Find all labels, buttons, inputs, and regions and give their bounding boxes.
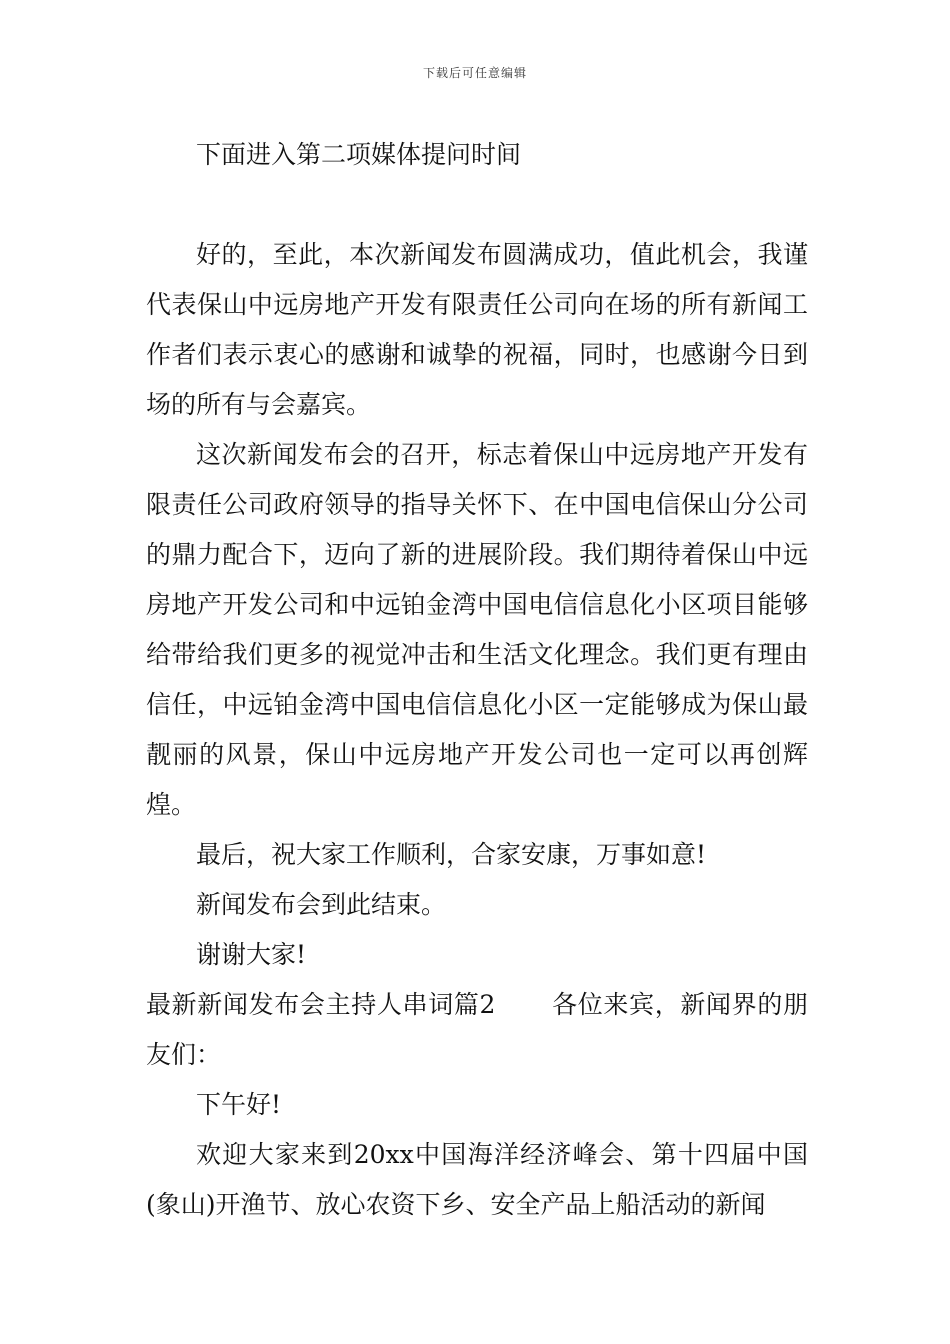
- paragraph-wishes: 最后，祝大家工作顺利，合家安康，万事如意!: [196, 840, 707, 869]
- document-body: [146, 130, 808, 1230]
- greeting-text: 各位来宾，新闻界的朋友们：: [146, 990, 808, 1069]
- blank-line: [146, 180, 808, 230]
- paragraph-closing: 新闻发布会到此结束。: [196, 890, 447, 919]
- section-heading-paragraph: [146, 980, 808, 1080]
- paragraph-significance: 这次新闻发布会的召开，标志着保山中远房地产开发有限责任公司政府领导的指导关怀下、在中国电信保山分公司的鼎力配合下，迈向了新的进展阶段。我们期待着保山中远房地产开发公司和中远铂金湾中国电信信息化小区项目能够给带给我们更多的视觉冲击和生活文化理念。我们更有理由信任，中远铂金湾中国电信信息化小区一定能够成为保山最靓丽的风景，保山中远房地产开发公司也一定可以再创辉煌。: [146, 440, 808, 819]
- paragraph-good-afternoon: 下午好!: [196, 1090, 282, 1119]
- section-title: 最新新闻发布会主持人串词篇2: [146, 990, 496, 1019]
- page-header-note: 下载后可任意编辑: [422, 66, 527, 80]
- paragraph-thank-you: 谢谢大家!: [196, 940, 307, 969]
- paragraph-media-questions: 下面进入第二项媒体提问时间: [196, 140, 522, 169]
- paragraph-welcome: 欢迎大家来到20xx中国海洋经济峰会、第十四届中国(象山)开渔节、放心农资下乡、安全产品上船活动的新闻: [146, 1140, 808, 1219]
- paragraph-thanks: 好的，至此，本次新闻发布圆满成功，值此机会，我谨代表保山中远房地产开发有限责任公司向在场的所有新闻工作者们表示衷心的感谢和诚挚的祝福，同时，也感谢今日到场的所有与会嘉宾。: [146, 240, 808, 419]
